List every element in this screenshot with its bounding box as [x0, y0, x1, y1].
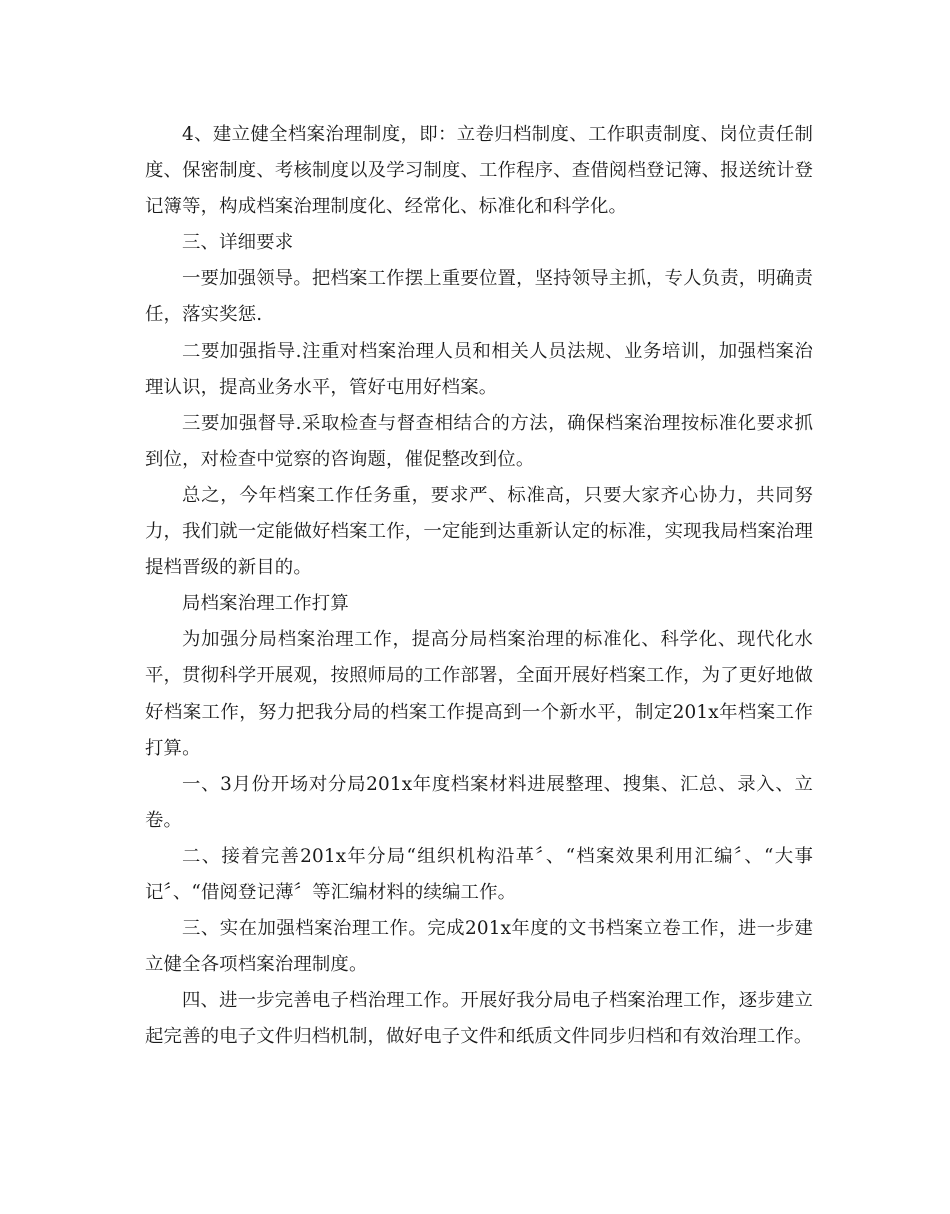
paragraph-strengthen-supervision: 三要加强督导.采取检查与督查相结合的方法，确保档案治理按标准化要求抓到位，对检查中觉察的咨询题，催促整改到位。: [145, 412, 813, 470]
paragraph-plan-intro: 为加强分局档案治理工作，提高分局档案治理的标准化、科学化、现代化水平，贯彻科学开展观，按照师局的工作部署，全面开展好档案工作，为了更好地做好档案工作，努力把我分局的档案工作提高到一个新水平，制定201x年档案工作打算。: [145, 629, 813, 759]
paragraph-strengthen-guidance: 二要加强指导.注重对档案治理人员和相关人员法规、业务培训，加强档案治理认识，提高业务水平，管好屯用好档案。: [145, 340, 813, 398]
heading-work-plan: 局档案治理工作打算: [182, 593, 349, 615]
paragraph-plan-item-3: 三、实在加强档案治理工作。完成201x年度的文书档案立卷工作，进一步建立健全各项档案治理制度。: [145, 918, 813, 976]
paragraph-conclusion: 总之，今年档案工作任务重，要求严、标准高，只要大家齐心协力，共同努力，我们就一定能做好档案工作，一定能到达重新认定的标准，实现我局档案治理提档晋级的新目的。: [145, 484, 813, 579]
document-body: [145, 117, 813, 1055]
heading-detailed-requirements: 三、详细要求: [182, 232, 294, 254]
paragraph-plan-item-1: 一、3月份开场对分局201x年度档案材料进展整理、搜集、汇总、录入、立卷。: [145, 773, 813, 831]
paragraph-strengthen-leadership: 一要加强领导。把档案工作摆上重要位置，坚持领导主抓，专人负责，明确责任，落实奖惩.: [145, 268, 813, 326]
paragraph-archive-system: 4、建立健全档案治理制度，即：立卷归档制度、工作职责制度、岗位责任制度、保密制度、考核制度以及学习制度、工作程序、查借阅档登记簿、报送统计登记簿等，构成档案治理制度化、经常化、标准化和科学化。: [145, 124, 813, 218]
paragraph-plan-item-4: 四、进一步完善电子档治理工作。开展好我分局电子档案治理工作，逐步建立起完善的电子文件归档机制，做好电子文件和纸质文件同步归档和有效治理工作。: [145, 990, 813, 1048]
paragraph-plan-item-2: 二、接着完善201x年分局“组织机构沿革〞、“档案效果利用汇编〞、“大事记〞、“借阅登记薄〞等汇编材料的续编工作。: [145, 845, 813, 903]
